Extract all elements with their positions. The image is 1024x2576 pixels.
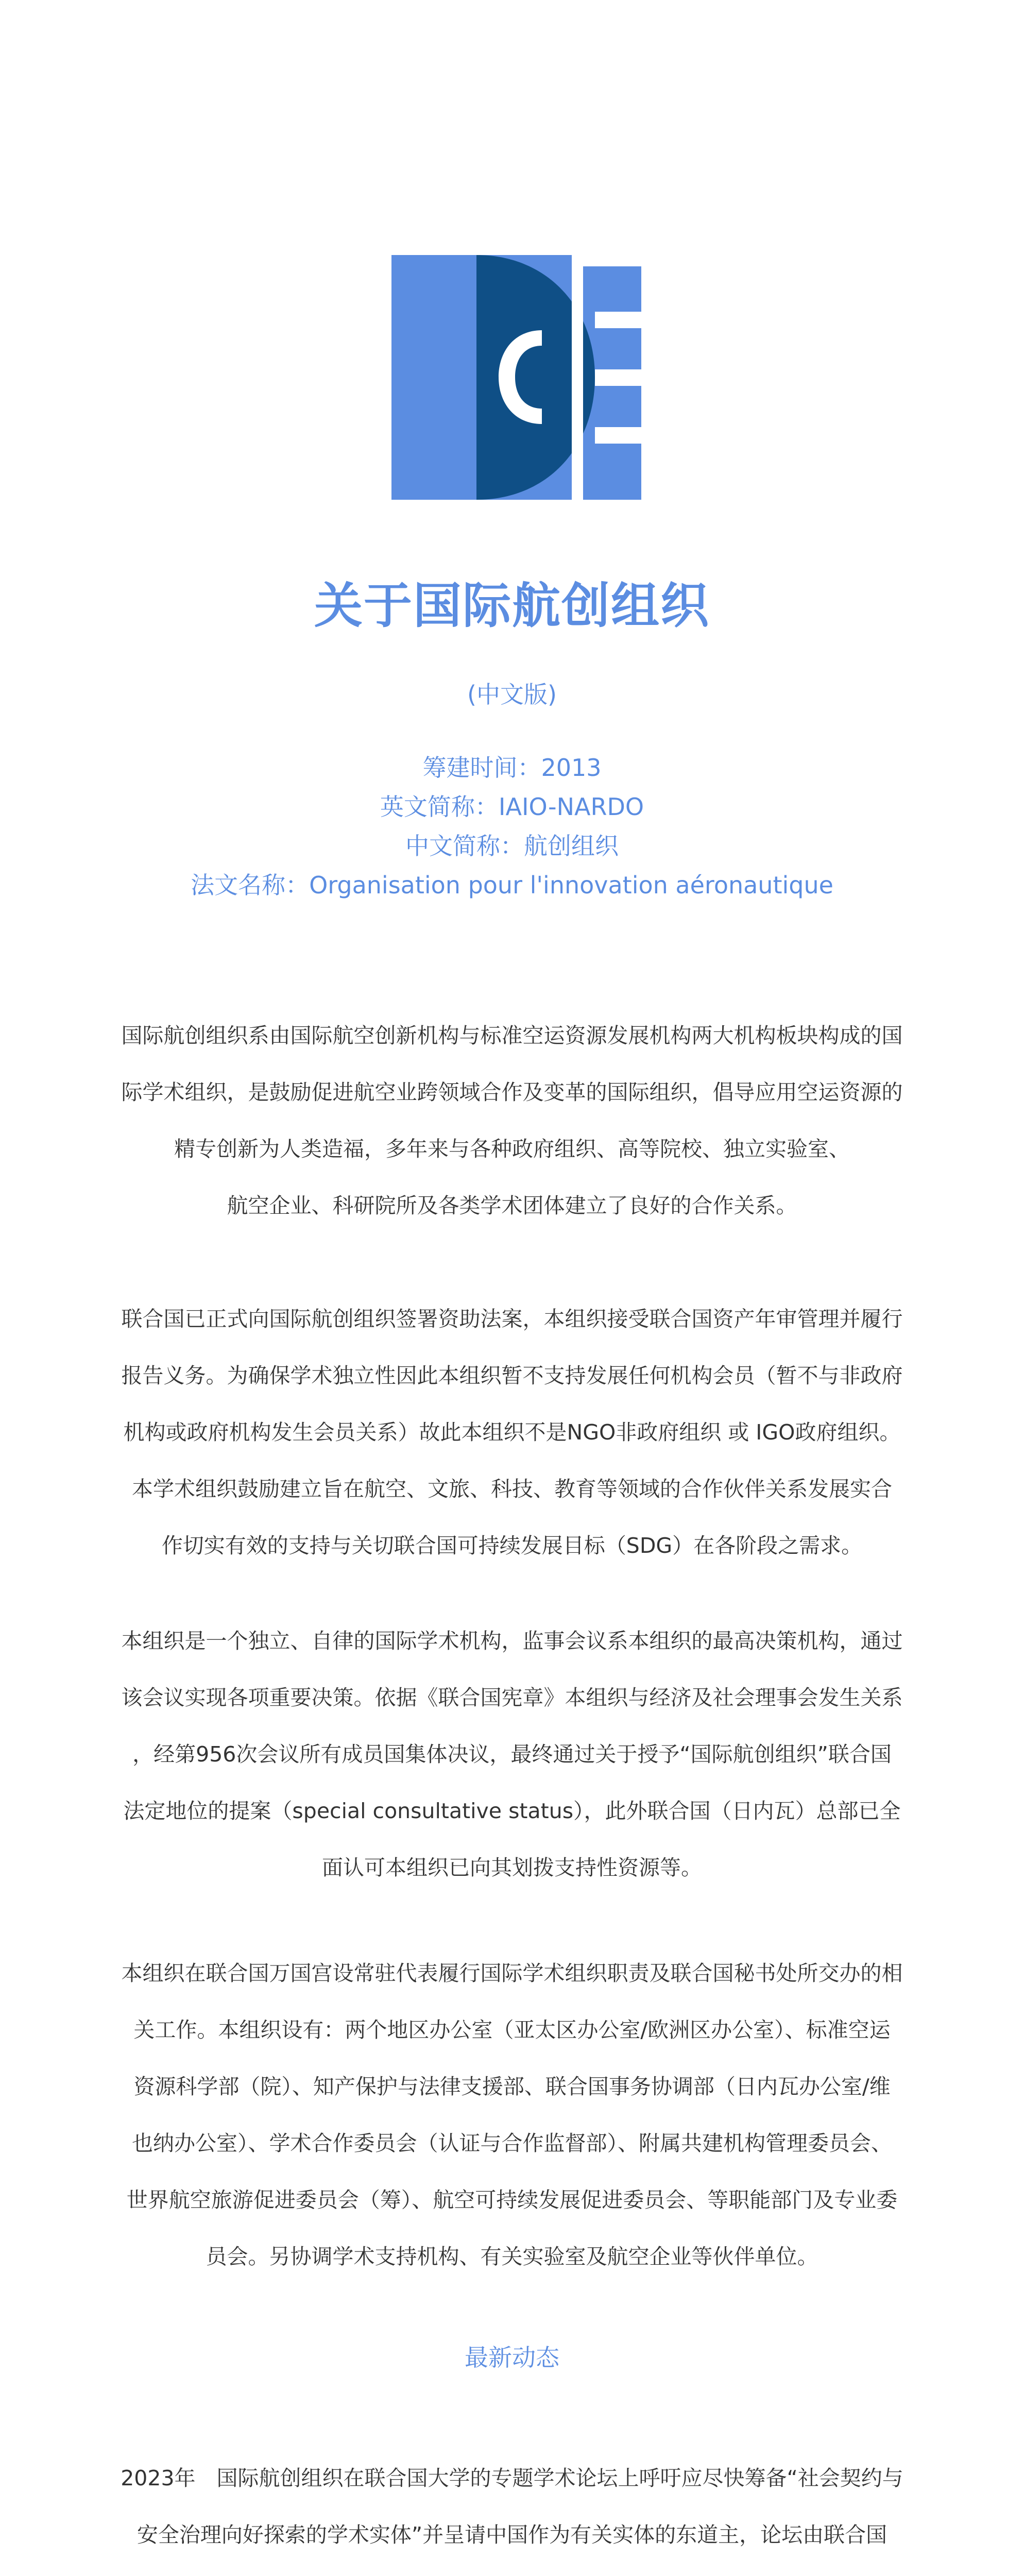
edition-label: (中文版)	[467, 681, 557, 708]
paragraph-line: 国际航创组织系由国际航空创新机构与标准空运资源发展机构两大机构板块构成的国	[121, 1023, 903, 1048]
paragraph-line: 也纳办公室）、学术合作委员会（认证与合作监督部）、附属共建机构管理委员会、	[132, 2131, 892, 2156]
paragraph-line: 世界航空旅游促进委员会（筹）、航空可持续发展促进委员会、等职能部门及专业委	[126, 2188, 898, 2212]
intro-paragraph	[103, 1007, 921, 1234]
news-item	[103, 2450, 921, 2576]
chinese-abbreviation: 中文简称：航创组织	[405, 832, 619, 860]
paragraph-line: 本组织是一个独立、自律的国际学术机构，监事会议系本组织的最高决策机构，通过	[121, 1629, 903, 1653]
logo-divider	[572, 255, 583, 500]
news-line: 安全治理向好探索的学术实体”并呈请中国作为有关实体的东道主，论坛由联合国	[136, 2522, 888, 2547]
logo-e-bar-1	[595, 312, 641, 328]
founded-date: 筹建时间：2013	[422, 754, 602, 782]
paragraph-line: 资源科学部（院）、知产保护与法律支援部、联合国事务协调部（日内瓦办公室/维	[133, 2074, 891, 2099]
logo-e-bar-3	[595, 427, 641, 444]
un-funding-paragraph	[103, 1291, 921, 1574]
paragraph-line: 法定地位的提案（special consultative status），此外联合国（日内瓦）总部已全	[123, 1799, 901, 1823]
organization-info	[0, 748, 1024, 905]
page-title: 关于国际航创组织	[314, 578, 710, 634]
paragraph-line: 精专创新为人类造福，多年来与各种政府组织、高等院校、独立实验室、	[174, 1137, 850, 1161]
paragraph-line: 联合国已正式向国际航创组织签署资助法案，本组织接受联合国资产年审管理并履行	[121, 1307, 903, 1331]
news-line: 2023年 国际航创组织在联合国大学的专题学术论坛上呼吁应尽快筹备“社会契约与	[121, 2466, 903, 2490]
paragraph-line: 关工作。本组织设有：两个地区办公室（亚太区办公室/欧洲区办公室）、标准空运	[133, 2018, 891, 2042]
news-heading: 最新动态	[465, 2344, 559, 2371]
paragraph-line: 面认可本组织已向其划拨支持性资源等。	[322, 1855, 702, 1880]
english-abbreviation: 英文简称：IAIO-NARDO	[380, 793, 644, 821]
paragraph-line: 际学术组织，是鼓励促进航空业跨领域合作及变革的国际组织，倡导应用空运资源的	[121, 1080, 903, 1105]
french-name: 法文名称：Organisation pour l'innovation aéronautique	[191, 871, 833, 899]
paragraph-line: 机构或政府机构发生会员关系）故此本组织不是NGO非政府组织 或 IGO政府组织。	[123, 1420, 901, 1445]
paragraph-line: 航空企业、科研院所及各类学术团体建立了良好的合作关系。	[227, 1193, 797, 1218]
paragraph-line: 员会。另协调学术支持机构、有关实验室及航空企业等伙伴单位。	[206, 2244, 818, 2269]
paragraph-line: 本组织在联合国万国宫设常驻代表履行国际学术组织职责及联合国秘书处所交办的相	[121, 1961, 903, 1986]
logo-e-bar-2	[595, 369, 641, 386]
paragraph-line: 报告义务。为确保学术独立性因此本组织暂不支持发展任何机构会员（暂不与非政府	[121, 1363, 903, 1388]
structure-paragraph	[103, 1945, 921, 2285]
organization-logo	[391, 255, 641, 500]
paragraph-line: ，经第956次会议所有成员国集体决议，最终通过关于授予“国际航创组织”联合国	[132, 1742, 892, 1767]
paragraph-line: 作切实有效的支持与关切联合国可持续发展目标（SDG）在各阶段之需求。	[161, 1533, 863, 1558]
news-line	[103, 2563, 921, 2576]
governance-paragraph	[103, 1613, 921, 1896]
paragraph-line: 该会议实现各项重要决策。依据《联合国宪章》本组织与经济及社会理事会发生关系	[121, 1685, 903, 1710]
paragraph-line: 本学术组织鼓励建立旨在航空、文旅、科技、教育等领域的合作伙伴关系发展实合	[132, 1477, 892, 1501]
